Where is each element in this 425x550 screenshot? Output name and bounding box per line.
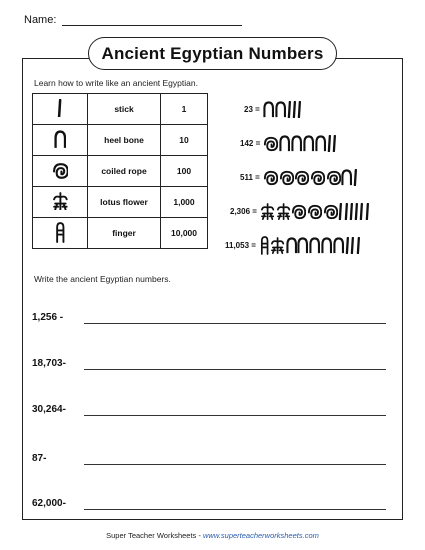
stick-icon xyxy=(297,101,302,118)
example-label: 142 = xyxy=(240,139,261,149)
answer-line[interactable] xyxy=(84,509,386,510)
example-label: 511 = xyxy=(240,173,260,183)
heel-icon xyxy=(341,169,353,186)
symbol-value: 10,000 xyxy=(161,218,208,249)
symbol-name: coiled rope xyxy=(88,156,161,187)
finger-icon xyxy=(33,218,88,249)
heel-icon xyxy=(286,237,298,254)
symbol-row xyxy=(33,94,208,125)
symbol-row xyxy=(33,218,208,249)
heel-icon xyxy=(279,135,291,152)
symbol-row xyxy=(33,125,208,156)
stick-icon xyxy=(353,169,358,186)
symbol-value: 1,000 xyxy=(161,187,208,218)
worksheet-title: Ancient Egyptian Numbers xyxy=(88,37,337,70)
answer-line[interactable] xyxy=(84,323,386,324)
heel-icon xyxy=(315,135,327,152)
rope-icon xyxy=(294,169,310,186)
example-label: 23 = xyxy=(244,105,260,115)
answer-line[interactable] xyxy=(84,369,386,370)
heel-icon xyxy=(303,135,315,152)
symbol-value: 100 xyxy=(161,156,208,187)
rope-icon xyxy=(291,203,307,220)
footer-text: Super Teacher Worksheets - xyxy=(106,531,203,540)
name-line[interactable] xyxy=(62,15,242,26)
rope-icon xyxy=(263,135,279,152)
lotus-icon xyxy=(276,203,292,220)
symbol-name: stick xyxy=(88,94,161,125)
rope-icon xyxy=(307,203,323,220)
example-row xyxy=(230,203,370,220)
exercise-number: 18,703- xyxy=(32,358,66,369)
answer-line[interactable] xyxy=(84,464,386,465)
hieroglyph-group xyxy=(263,169,359,186)
exercise-number: 1,256 - xyxy=(32,312,64,323)
symbol-name: lotus flower xyxy=(88,187,161,218)
learn-instruction: Learn how to write like an ancient Egyptian. xyxy=(34,78,198,88)
exercise-number: 30,264- xyxy=(32,404,66,415)
rope-icon xyxy=(310,169,326,186)
stick-icon xyxy=(332,135,337,152)
name-label: Name: xyxy=(24,14,57,26)
heel-icon xyxy=(333,237,345,254)
footer-url[interactable]: www.superteacherworksheets.com xyxy=(202,531,319,540)
hieroglyph-group xyxy=(263,101,303,118)
lotus-icon xyxy=(270,237,286,254)
symbol-key-table xyxy=(32,93,208,249)
heel-icon xyxy=(291,135,303,152)
lotus-flower-icon xyxy=(33,187,88,218)
write-instruction: Write the ancient Egyptian numbers. xyxy=(34,274,171,284)
exercise-number: 87- xyxy=(32,453,47,464)
heel-icon xyxy=(263,101,275,118)
footer xyxy=(0,531,425,540)
symbol-value: 10 xyxy=(161,125,208,156)
symbol-row xyxy=(33,187,208,218)
stick-icon xyxy=(356,237,361,254)
rope-icon xyxy=(263,169,279,186)
coiled-rope-icon xyxy=(33,156,88,187)
heel-icon xyxy=(321,237,333,254)
rope-icon xyxy=(323,203,339,220)
symbol-name: heel bone xyxy=(88,125,161,156)
heel-bone-icon xyxy=(33,125,88,156)
heel-icon xyxy=(275,101,287,118)
hieroglyph-group xyxy=(260,203,370,220)
rope-icon xyxy=(326,169,342,186)
example-row xyxy=(240,135,337,152)
stick-icon xyxy=(365,203,370,220)
symbol-row xyxy=(33,156,208,187)
hieroglyph-group xyxy=(259,236,361,255)
example-label: 2,306 = xyxy=(230,207,257,217)
answer-line[interactable] xyxy=(84,415,386,416)
symbol-value: 1 xyxy=(161,94,208,125)
lotus-icon xyxy=(260,203,276,220)
exercise-number: 62,000- xyxy=(32,498,66,509)
heel-icon xyxy=(309,237,321,254)
finger-icon xyxy=(259,236,270,255)
example-row xyxy=(240,169,358,186)
example-row xyxy=(244,101,302,118)
hieroglyph-group xyxy=(263,135,337,152)
example-row xyxy=(225,236,361,255)
name-field xyxy=(24,14,242,26)
example-label: 11,053 = xyxy=(225,241,256,250)
symbol-name: finger xyxy=(88,218,161,249)
rope-icon xyxy=(279,169,295,186)
heel-icon xyxy=(297,237,309,254)
stick-icon xyxy=(33,94,88,125)
